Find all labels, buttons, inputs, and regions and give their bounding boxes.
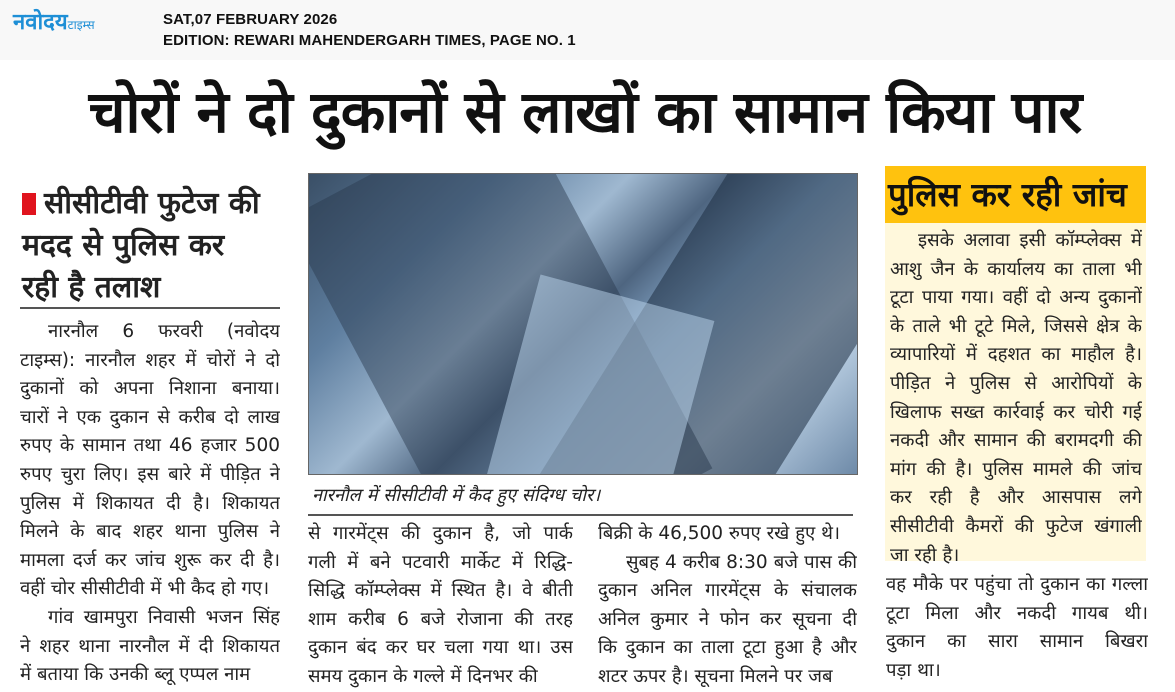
- text-line: टूटा पाया गया। वहीं दो अन्य दुकानों: [890, 287, 1142, 309]
- divider: [308, 514, 853, 516]
- issue-date: SAT,07 FEBRUARY 2026: [163, 11, 338, 28]
- text-line: दुकान अनिल गारमेंट्स के संचालक: [598, 580, 857, 602]
- text-line: जा रही है।: [890, 544, 960, 566]
- sidebar-title: पुलिस कर रही जांच: [885, 166, 1146, 223]
- text-line: मिलने के बाद शहर थाना पुलिस ने: [20, 521, 280, 543]
- text-line: टूटा मिला और नकदी गायब थी।: [886, 602, 1148, 624]
- text-line: बिक्री के 46,500 रुपए रखे हुए थे।: [598, 523, 840, 544]
- text-line: ने शहर थाना नारनौल में दी शिकायत: [20, 635, 280, 657]
- edition-name: EDITION: REWARI MAHENDERGARH TIMES, PAGE NO. 1: [163, 32, 576, 49]
- text-line: चारों ने एक दुकान से करीब दो लाख: [20, 406, 280, 428]
- text-line: नकदी और सामान की बरामदगी की: [890, 430, 1142, 452]
- red-bullet-icon: [22, 193, 36, 215]
- subheading-line: रही है तलाश: [22, 270, 161, 305]
- text-line: सिद्धि कॉम्प्लेक्स में स्थित है। वे बीती: [308, 580, 573, 602]
- text-line: टाइम्स): नारनौल शहर में चोरों ने दो: [20, 349, 280, 371]
- newspaper-logo[interactable]: [13, 12, 95, 36]
- subheading-line: मदद से पुलिस कर: [22, 228, 225, 263]
- article-column-2: [308, 520, 573, 692]
- text-line: व्यापारियों में दहशत का माहौल है।: [890, 344, 1142, 366]
- subheading-line: सीसीटीवी फुटेज की: [44, 186, 260, 221]
- text-line: दुकान का सारा सामान बिखरा: [886, 631, 1148, 653]
- text-line: में बताया कि उनकी ब्लू एप्पल नाम: [20, 664, 251, 686]
- text-line: सीसीटीवी कैमरों की फुटेज खंगाली: [890, 515, 1142, 537]
- text-line: दुकानों को अपना निशाना बनाया।: [20, 378, 280, 400]
- text-line: कि दुकान का ताला टूटा हुआ है और: [598, 637, 857, 659]
- text-line: खिलाफ सख्त कार्रवाई कर चोरी गई: [890, 401, 1142, 423]
- text-line: समय दुकान के गल्ले में दिनभर की: [308, 665, 538, 687]
- text-line: कर रही है और आसपास लगे: [890, 487, 1142, 509]
- text-line: गली में बने पटवारी मार्केट में रिद्धि-: [308, 551, 573, 573]
- text-line: रुपए चुरा लिए। इस बारे में पीड़ित ने: [20, 463, 280, 485]
- text-line: शाम करीब 6 बजे रोजाना की तरह: [308, 608, 573, 630]
- text-line: गांव खामपुरा निवासी भजन सिंह: [48, 606, 280, 628]
- article-column-4: [886, 571, 1148, 685]
- text-line: रुपए के सामान तथा 46 हजार 500: [20, 435, 280, 457]
- text-line: नारनौल 6 फरवरी (नवोदय: [48, 321, 280, 342]
- text-line: अनिल कुमार ने फोन कर सूचना दी: [598, 608, 857, 630]
- logo-text: नवोदय: [13, 10, 68, 35]
- text-line: पुलिस में शिकायत दी है। शिकायत: [20, 492, 280, 514]
- text-line: मांग की है। पुलिस मामले की जांच: [890, 458, 1142, 480]
- text-line: शटर ऊपर है। सूचना मिलने पर जब: [598, 665, 833, 687]
- text-line: वह मौके पर पहुंचा तो दुकान का गल्ला: [886, 574, 1148, 595]
- text-line: सुबह 4 करीब 8:30 बजे पास की: [626, 551, 857, 573]
- divider: [20, 307, 280, 309]
- subheading: [22, 183, 280, 309]
- main-headline: चोरों ने दो दुकानों से लाखों का सामान किया पार: [88, 78, 1082, 146]
- text-line: दुकान बंद कर घर चला गया था। उस: [308, 637, 573, 659]
- text-line: के ताले भी टूटे मिले, जिससे क्षेत्र के: [890, 315, 1142, 337]
- text-line: इसके अलावा इसी कॉम्प्लेक्स में: [918, 230, 1142, 251]
- text-line: पड़ा था।: [886, 659, 941, 681]
- text-line: आशु जैन के कार्यालय का ताला भी: [890, 258, 1142, 280]
- edition-info: [163, 9, 576, 51]
- text-line: पीड़ित ने पुलिस से आरोपियों के: [890, 372, 1142, 394]
- text-line: वहीं चोर सीसीटीवी में भी कैद हो गए।: [20, 578, 270, 600]
- sidebar-box-text: [890, 227, 1142, 570]
- photo-caption: नारनौल में सीसीटीवी में कैद हुए संदिग्ध चोर।: [312, 485, 601, 506]
- cctv-photo: [308, 173, 858, 475]
- text-line: मामला दर्ज कर जांच शुरू कर दी है।: [20, 549, 280, 571]
- article-column-3: [598, 520, 857, 692]
- page-header: [0, 0, 1175, 60]
- article-column-1: [20, 318, 280, 690]
- logo-suffix: टाइम्स: [67, 18, 95, 32]
- text-line: से गारमेंट्स की दुकान है, जो पार्क: [308, 523, 573, 544]
